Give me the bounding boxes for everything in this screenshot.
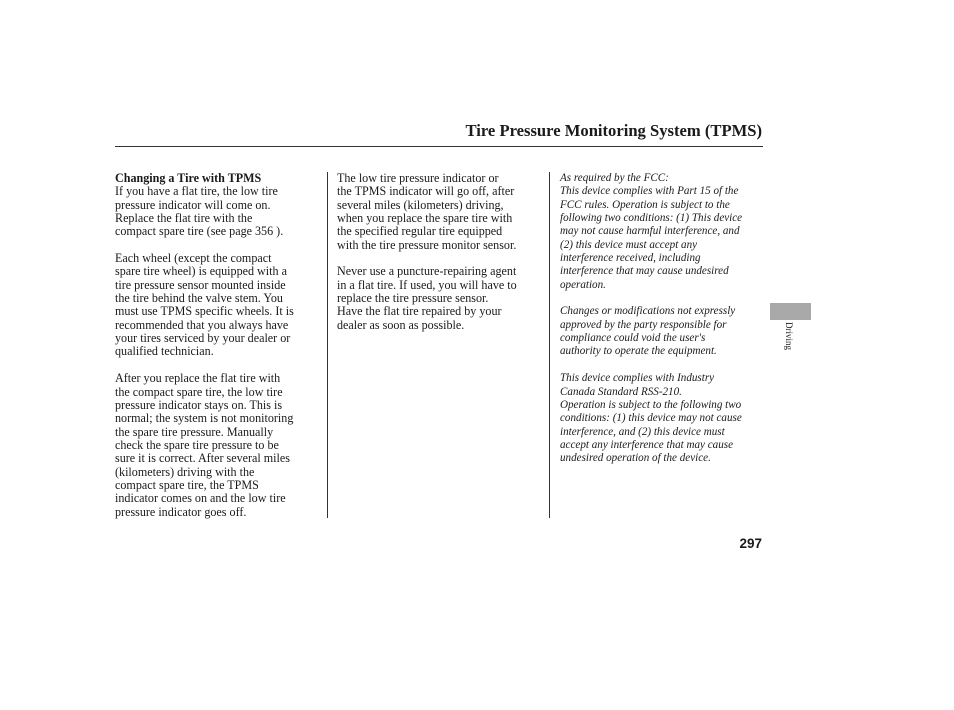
- section-tab-label: Driving: [784, 322, 794, 350]
- paragraph: After you replace the flat tire with the compact spare tire, the low tire pressure indicator stays on. This is normal; the system is not monitoring the spare tire pressure. Manually check the spare tire pressure to be sure it is correct. After several miles (kilometers) driving with the compact spare tire, the TPMS indicator comes on and the low tire pressure indicator goes off.: [115, 371, 294, 519]
- paragraph: Changes or modifications not expressly approved by the party responsible for compliance could void the user's authority to operate the equipment.: [560, 305, 736, 358]
- section-heading: Changing a Tire with TPMS: [115, 171, 262, 185]
- column-divider: [549, 172, 550, 518]
- paragraph: The low tire pressure indicator or the TPMS indicator will go off, after several miles (kilometers) driving, when you replace the spare tire with the specified regular tire equipped with the tire pressure monitor sensor.: [337, 171, 517, 252]
- paragraph: As required by the FCC: This device complies with Part 15 of the FCC rules. Operation is subject to the following two conditions: (1) This device may not cause harmful interference, and (2) this device must accept any interference received, including interference that may cause undesired operation.: [560, 172, 743, 291]
- column-divider: [327, 172, 328, 518]
- page-number: 297: [739, 536, 762, 551]
- paragraph: Never use a puncture-repairing agent in a flat tire. If used, you will have to replace the tire pressure sensor. Have the flat tire repaired by your dealer as soon as possible.: [337, 264, 517, 332]
- column-indicator-notes: [337, 172, 547, 345]
- column-changing-tire: [115, 172, 320, 532]
- paragraph: Each wheel (except the compact spare tire wheel) is equipped with a tire pressure sensor mounted inside the tire behind the valve stem. You must use TPMS specific wheels. It is recommended that you always have your tires serviced by your dealer or qualified technician.: [115, 251, 294, 359]
- section-tab: [770, 303, 811, 320]
- paragraph: If you have a flat tire, the low tire pressure indicator will come on. Replace the flat tire with the compact spare tire (see page 356 ).: [115, 184, 284, 239]
- paragraph: This device complies with Industry Canada Standard RSS-210. Operation is subject to the following two conditions: (1) this device may not cause interference, and (2) this device must accept any interference that may cause undesired operation of the device.: [560, 372, 742, 465]
- page-title: Tire Pressure Monitoring System (TPMS): [465, 121, 762, 140]
- column-fcc-notice: [560, 172, 765, 479]
- title-divider: [115, 146, 763, 147]
